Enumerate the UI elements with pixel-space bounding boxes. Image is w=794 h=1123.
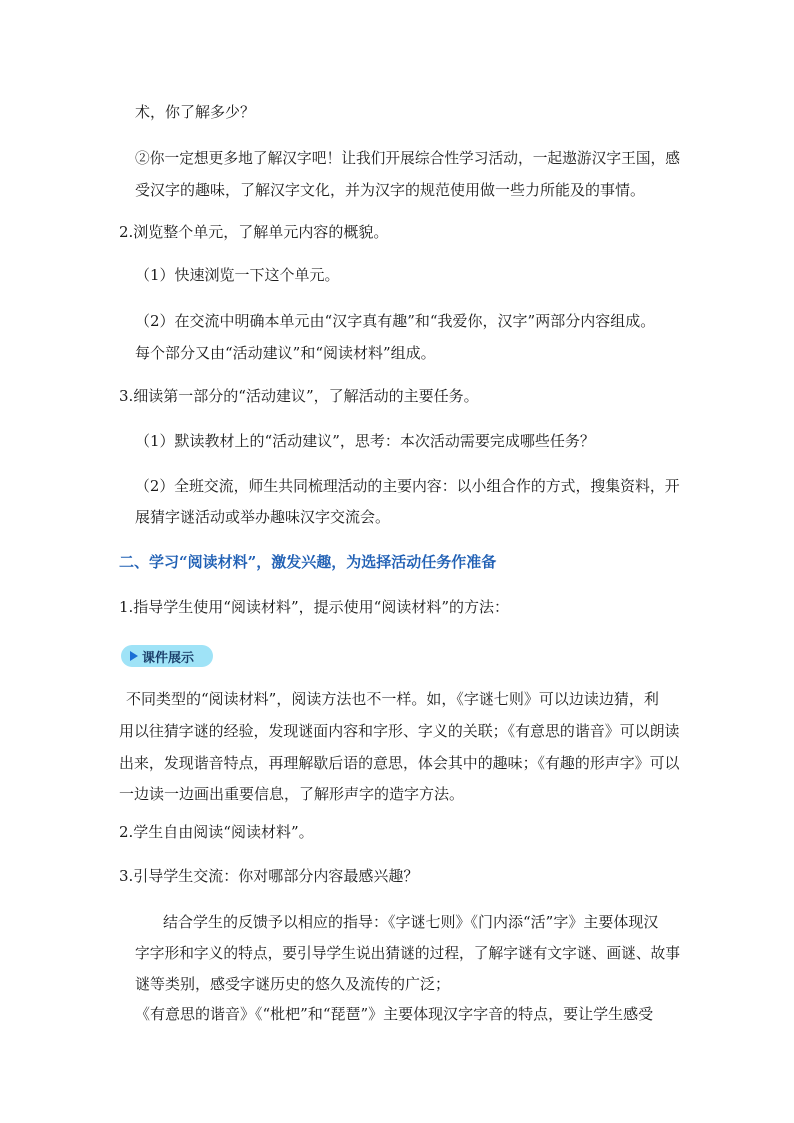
line-13: 1.指导学生使用“阅读材料”，提示使用“阅读材料”的方法： — [119, 598, 509, 616]
line-6: （2）在交流中明确本单元由“汉字真有趣”和“我爱你，汉字”两部分内容组成。 — [135, 312, 656, 330]
line-5: （1）快速浏览一下这个单元。 — [135, 266, 340, 284]
line-2: ②你一定想更多地了解汉字吧！让我们开展综合性学习活动，一起遨游汉字王国，感 — [135, 149, 681, 167]
line-11: 展猜字谜活动或举办趣味汉字交流会。 — [135, 508, 391, 526]
line-22: 谜等类别，感受字谜历史的悠久及流传的广泛； — [135, 975, 451, 993]
line-14: 不同类型的“阅读材料”，阅读方法也不一样。如，《字谜七则》可以边读边猜，利 — [126, 690, 659, 708]
line-1: 术，你了解多少？ — [135, 103, 256, 121]
line-19: 3.引导学生交流：你对哪部分内容最感兴趣？ — [119, 867, 419, 885]
line-21: 字字形和字义的特点，要引导学生说出猜谜的过程，了解字谜有文字谜、画谜、故事 — [135, 944, 681, 962]
line-18: 2.学生自由阅读“阅读材料”。 — [119, 823, 314, 841]
line-16: 出来，发现谐音特点，再理解歇后语的意思，体会其中的趣味；《有趣的形声字》可以 — [119, 754, 680, 772]
line-8: 3.细读第一部分的“活动建议”，了解活动的主要任务。 — [119, 387, 479, 405]
line-4: 2.浏览整个单元，了解单元内容的概貌。 — [119, 223, 389, 241]
line-9: （1）默读教材上的“活动建议”，思考：本次活动需要完成哪些任务？ — [135, 432, 595, 450]
line-10: （2）全班交流，师生共同梳理活动的主要内容：以小组合作的方式，搜集资料，开 — [135, 477, 680, 495]
line-15: 用以往猜字谜的经验，发现谜面内容和字形、字义的关联；《有意思的谐音》可以朗读 — [119, 722, 680, 740]
line-23: 《有意思的谐音》《“枇杷”和“琵琶”》主要体现汉字字音的特点，要让学生感受 — [135, 1005, 654, 1023]
line-17: 一边读一边画出重要信息，了解形声字的造字方法。 — [119, 785, 465, 803]
line-20: 结合学生的反馈予以相应的指导：《字谜七则》《门内添“活”字》主要体现汉 — [163, 913, 659, 931]
section-heading: 二、学习“阅读材料”，激发兴趣，为选择活动任务作准备 — [119, 553, 497, 571]
line-3: 受汉字的趣味，了解汉字文化，并为汉字的规范使用做一些力所能及的事情。 — [135, 181, 646, 199]
badge-label: 课件展示 — [142, 650, 195, 666]
line-7: 每个部分又由“活动建议”和“阅读材料”组成。 — [135, 344, 436, 362]
play-arrow-icon — [130, 651, 138, 661]
courseware-badge — [121, 645, 213, 667]
